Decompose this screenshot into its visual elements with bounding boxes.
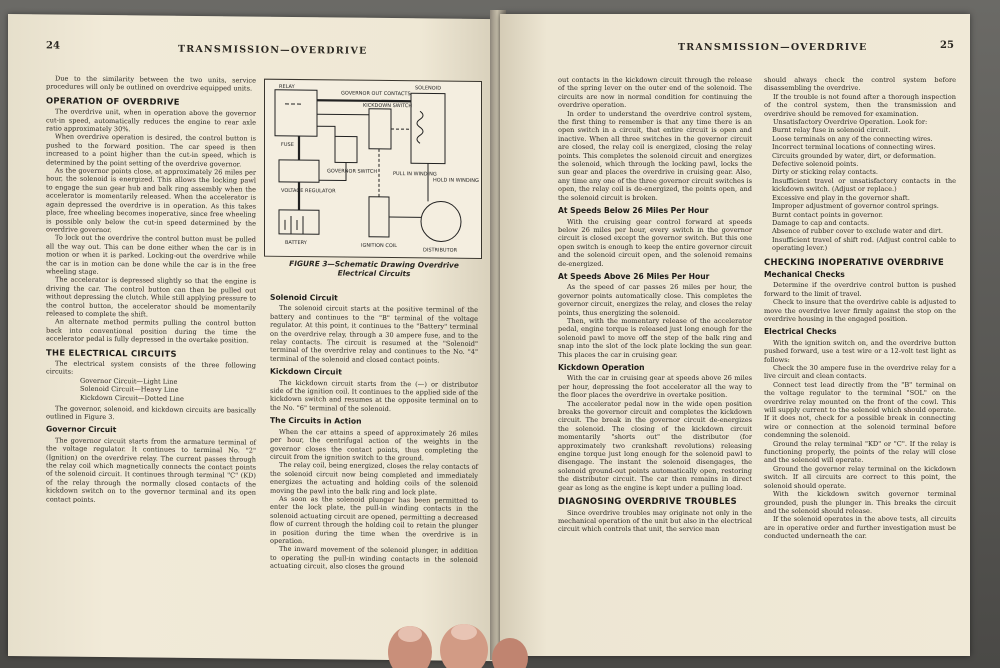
checking-inoperative-heading: CHECKING INOPERATIVE OVERDRIVE [764, 256, 945, 267]
diagnosing-paragraph: Since overdrive troubles may originate not only in the mechanical operation of the unit but also in the electrical circuit which controls that unit, the service man [558, 508, 752, 534]
mechanical-check-paragraph: Determine if the overdrive control button is pushed forward to the limit of travel. [764, 281, 956, 298]
governor-circuit-heading: Governor Circuit [46, 424, 117, 435]
look-for-item: Burnt contact points in governor. [772, 210, 884, 219]
look-for-item: Circuits grounded by water, dirt, or deformation. [772, 151, 937, 160]
label-distributor: DISTRIBUTOR [423, 247, 458, 254]
circuit-item: Solenoid Circuit—Heavy Line [80, 385, 179, 395]
continued-paragraph: out contacts in the kickdown circuit through the release of the spring lever on the outer end of the solenoid. The circuits are now in normal condition for continuing the overdrive operation. [558, 76, 752, 110]
operation-paragraph: When overdrive operation is desired, the control button is pushed to the forward position. The car speed is then increased to a point higher than the cut-in speed, which is determined by the point setting of the overdrive governor. [46, 132, 256, 169]
right-page-first-column [558, 76, 752, 534]
electrical-check-paragraph: Connect test lead directly from the "B" terminal on the voltage regulator to the terminal "SOL" on the overdrive relay mounted on the front of the cowl. This will supply current to the solenoid which should operate. If it does not, check for a possible break in connecting wire or connection at the solenoid terminal before condemning the solenoid. [764, 380, 956, 440]
operation-paragraph: The overdrive unit, when in operation above the governor cut-in speed, automatically reduces the engine to rear axle ratio approximately 30%. [46, 107, 256, 134]
intro-text: Due to the similarity between the two units, service procedures will only be outlined on overdrive equipped units. [46, 74, 256, 93]
electrical-checks-heading: Electrical Checks [764, 327, 837, 337]
circuits-in-action-heading: The Circuits in Action [270, 416, 362, 426]
right-page [500, 14, 970, 656]
circuit-item: Kickdown Circuit—Dotted Line [80, 393, 184, 403]
label-governor-out-contacts: GOVERNOR OUT CONTACTS [341, 90, 411, 98]
electrical-intro: The electrical system consists of the three following circuits: [46, 359, 256, 377]
look-for-item: Defective solenoid points. [772, 160, 859, 169]
left-column [46, 74, 256, 505]
check-control-paragraph: should always check the control system before disassembling the overdrive. [764, 76, 956, 93]
circuit-list [80, 377, 256, 405]
operation-heading: OPERATION OF OVERDRIVE [46, 95, 180, 107]
understanding-paragraph: In order to understand the overdrive control system, the first thing to remember is that any time there is an open switch in a circuit, that entire circuit is open and inactive. When all three switches in the governor circuit are closed, the relay coil is energized, closing the relay points. This completes the solenoid circuit and energizes the solenoid, which through the locking pawl, locks the sun gear and places the overdrive in cruising gear. Also, any time any one of the three governor circuit switches is open, the relay coil is de-energized, the points open, and the solenoid circuit is broken. [558, 109, 752, 202]
label-ignition-coil: IGNITION COIL [361, 242, 398, 250]
look-for-item: Improper adjustment of governor control springs. [772, 202, 939, 211]
diagnosing-heading: DIAGNOSING OVERDRIVE TROUBLES [558, 496, 737, 507]
page-number-left: 24 [46, 40, 60, 52]
label-fuse: FUSE [281, 141, 294, 148]
kickdown-operation-paragraph: With the car in cruising gear at speeds above 26 miles per hour, depressing the foot accelerator all the way to the floor places the overdrive in overtake position. [558, 374, 752, 400]
operation-paragraph: An alternate method permits pulling the control button back into conventional position during the time the accelerator pedal is fully depressed in the overtake position. [46, 317, 256, 345]
label-battery: BATTERY [285, 239, 307, 247]
label-solenoid: SOLENOID [415, 85, 442, 92]
look-for-item: Dirty or sticking relay contacts. [772, 168, 878, 177]
below-26-heading: At Speeds Below 26 Miles Per Hour [558, 206, 709, 216]
label-kickdown-switch: KICKDOWN SWITCH [363, 102, 413, 110]
below-26-paragraph: With the cruising gear control forward at speeds below 26 miles per hour, every switch in the governor circuit is closed except the governor switch. But this one open switch is enough to keep the entire governor circuit and the solenoid circuit open, and the solenoid remains de-energized. [558, 217, 752, 268]
label-hold-in-winding: HOLD IN WINDING [433, 177, 479, 184]
look-for-item: Burnt relay fuse in solenoid circuit. [772, 126, 891, 135]
kickdown-circuit-heading: Kickdown Circuit [270, 366, 342, 377]
action-paragraph: When the car attains a speed of approximately 26 miles per hour, the centrifugal action of the weights in the governor closes the contact points, thus completing the circuit from the ignition switch to the ground. [270, 427, 478, 463]
kickdown-operation-heading: Kickdown Operation [558, 363, 645, 372]
kickdown-circuit-paragraph: The kickdown circuit starts from the (—) or distributor side of the ignition coil. It continues to the applied side of the kickdown switch and resumes at the opposite terminal on to the No. "6" terminal of the solenoid. [270, 378, 478, 413]
operation-paragraph: The accelerator is depressed slightly so that the engine is driving the car. The control button can then be pulled out without depressing the clutch. While still applying pressure to the control button, the accelerator should be momentarily released to complete the shift. [46, 275, 256, 319]
kickdown-operation-paragraph: The accelerator pedal now in the wide open position breaks the governor circuit and completes the kickdown circuit. The break in the governor circuit de-energizes the solenoid. The closing of the kickdown circuit momentarily "shorts out" the distributor (for approximately two crankshaft revolutions) releasing engine torque just long enough for the solenoid pawl to disengage. The instant the solenoid disengages, the solenoid ground-out points automatically open, restoring the distributor circuit. The car then remains in direct gear as long as the engine is kept under a pulling load. [558, 399, 752, 492]
solenoid-box [411, 93, 445, 163]
look-for-item: Incorrect terminal locations of connecting wires. [772, 143, 936, 152]
ignition-coil-box [369, 197, 389, 237]
label-voltage-regulator: VOLTAGE REGULATOR [281, 187, 336, 195]
electrical-after: The governor, solenoid, and kickdown circuits are basically outlined in Figure 3. [46, 404, 256, 422]
mechanical-checks-heading: Mechanical Checks [764, 269, 845, 279]
action-paragraph: As soon as the solenoid plunger has been permitted to enter the lock plate, the pull-in winding contacts in the solenoid actuating circuit are opened, permitting a decreased flow of current through the holding coil to retain the plunger in position during the time when the overdrive is in operation. [270, 494, 478, 546]
hand-fingers [380, 612, 530, 668]
electrical-check-paragraph: Ground the governor relay terminal on the kickdown switch. If all circuits are correct to this point, the solenoid should operate. [764, 464, 956, 490]
right-page-second-column [764, 76, 956, 541]
label-relay: RELAY [279, 83, 295, 91]
electrical-check-paragraph: If the solenoid operates in the above tests, all circuits are in operative order and further investigation must be conducted underneath the car. [764, 515, 956, 541]
circuit-item: Governor Circuit—Light Line [80, 376, 178, 386]
electrical-circuits-heading: THE ELECTRICAL CIRCUITS [46, 346, 177, 359]
look-for-intro: Unsatisfactory Overdrive Operation. Look for: [773, 118, 928, 127]
action-paragraph: The inward movement of the solenoid plunger, in addition to operating the pull-in winding contacts in the solenoid actuating circuit, also closes the ground [270, 545, 478, 572]
voltage-regulator-box [279, 160, 319, 182]
relay-box [275, 90, 317, 136]
operation-paragraph: To lock out the overdrive the control button must be pulled all the way out. This can be done either when the car is in motion or when it is parked. Locking-out the overdrive while the car is in motion can be done while the car is in the free wheeling stage. [46, 233, 256, 276]
look-for-item: Damage to cap and contacts. [772, 218, 870, 227]
look-for-item: Excessive end play in the governor shaft. [772, 193, 910, 202]
kickdown-switch-box [369, 109, 391, 149]
distributor-circle [421, 201, 461, 241]
above-26-heading: At Speeds Above 26 Miles Per Hour [558, 271, 710, 281]
operation-paragraph: As the governor points close, at approximately 26 miles per hour, the solenoid is energized. This allows the locking pawl to engage the sun gear hub and balk ring assembly when the accelerator is momentarily released. When the accelerator is again depressed the overdrive is in operation. As this takes place, free wheeling becomes inoperative, since free wheeling is possible only below the cut-in speed determined by the overdrive governor. [46, 166, 256, 234]
governor-circuit-paragraph: The governor circuit starts from the armature terminal of the voltage regulator. It continues to terminal No. "2" (Ignition) on the overdrive relay. The current passes through the relay coil which magnetically connects the contact points of the solenoid circuit. It continues through terminal "C" (KD) of the relay through the normally closed contacts of the kickdown switch on to the governor terminal and its open contact points. [46, 436, 256, 504]
governor-switch-box [335, 136, 357, 162]
schematic-diagram [265, 80, 481, 258]
mechanical-check-paragraph: Check to insure that the overdrive cable is adjusted to move the overdrive lever firmly against the stop on the overdrive housing in the engaged position. [764, 298, 956, 323]
solenoid-circuit-heading: Solenoid Circuit [270, 292, 338, 303]
page-number-right: 25 [940, 40, 954, 51]
look-for-item: Loose terminals on any of the connecting wires. [772, 134, 933, 143]
page-header-right: TRANSMISSION—OVERDRIVE [678, 42, 868, 53]
schematic-figure [264, 79, 482, 259]
label-governor-switch: GOVERNOR SWITCH [327, 168, 378, 175]
electrical-check-paragraph: Ground the relay terminal "KD" or "C". If the relay is functioning properly, the points of the relay will close and the solenoid will operate. [764, 439, 956, 465]
solenoid-circuit-paragraph: The solenoid circuit starts at the positive terminal of the battery and continues to the "B" terminal of the voltage regulator. At this point, it continues to the "Battery" terminal on the overdrive relay, through a 30 ampere fuse, and to the relay contacts. The circuit is resumed at the "Solenoid" terminal of the overdrive relay and continues to the No. "4" terminal of the solenoid and closed contact points. [270, 304, 478, 365]
page-header-left: TRANSMISSION—OVERDRIVE [178, 43, 368, 57]
look-for-item: Absence of rubber cover to exclude water and dirt. [772, 227, 943, 236]
action-paragraph: The relay coil, being energized, closes the relay contacts of the solenoid circuit now being completed and immediately energizes the actuating and holding coils of the solenoid moving the pawl into the balk ring and lock plate. [270, 461, 478, 497]
look-for-list [772, 126, 956, 252]
removal-paragraph: If the trouble is not found after a thorough inspection of the control system, then the transmission and overdrive should be removed for examination. [764, 92, 956, 118]
left-page [8, 14, 494, 661]
electrical-check-paragraph: With the kickdown switch governor terminal grounded, push the plunger in. This breaks the circuit and the solenoid should release. [764, 490, 956, 515]
above-26-paragraph: Then, with the momentary release of the accelerator pedal, engine torque is released just long enough for the solenoid pawl to move off the step of the balk ring and snap into the slot of the lock plate locking the sun gear. This places the car in cruising gear. [558, 316, 752, 359]
figure-caption: FIGURE 3—Schematic Drawing Overdrive Electrical Circuits [289, 258, 459, 279]
left-page-second-column [270, 289, 478, 573]
look-for-item: Insufficient travel or unsatisfactory contacts in the kickdown switch. (Adjust or replace.) [772, 176, 956, 194]
above-26-paragraph: As the speed of car passes 26 miles per hour, the governor points automatically close. This completes the governor circuit, energizes the relay, and closes the relay points, thus energizing the solenoid. [558, 283, 752, 317]
electrical-check-paragraph: With the ignition switch on, and the overdrive button pushed forward, use a test wire or a 12-volt test light as follows: [764, 338, 956, 364]
look-for-item: Insufficient travel of shift rod. (Adjust control cable to operating lever.) [772, 235, 956, 253]
label-pull-in-winding: PULL IN WINDING [393, 171, 437, 178]
electrical-check-paragraph: Check the 30 ampere fuse in the overdrive relay for a live circuit and clean contacts. [764, 364, 956, 381]
